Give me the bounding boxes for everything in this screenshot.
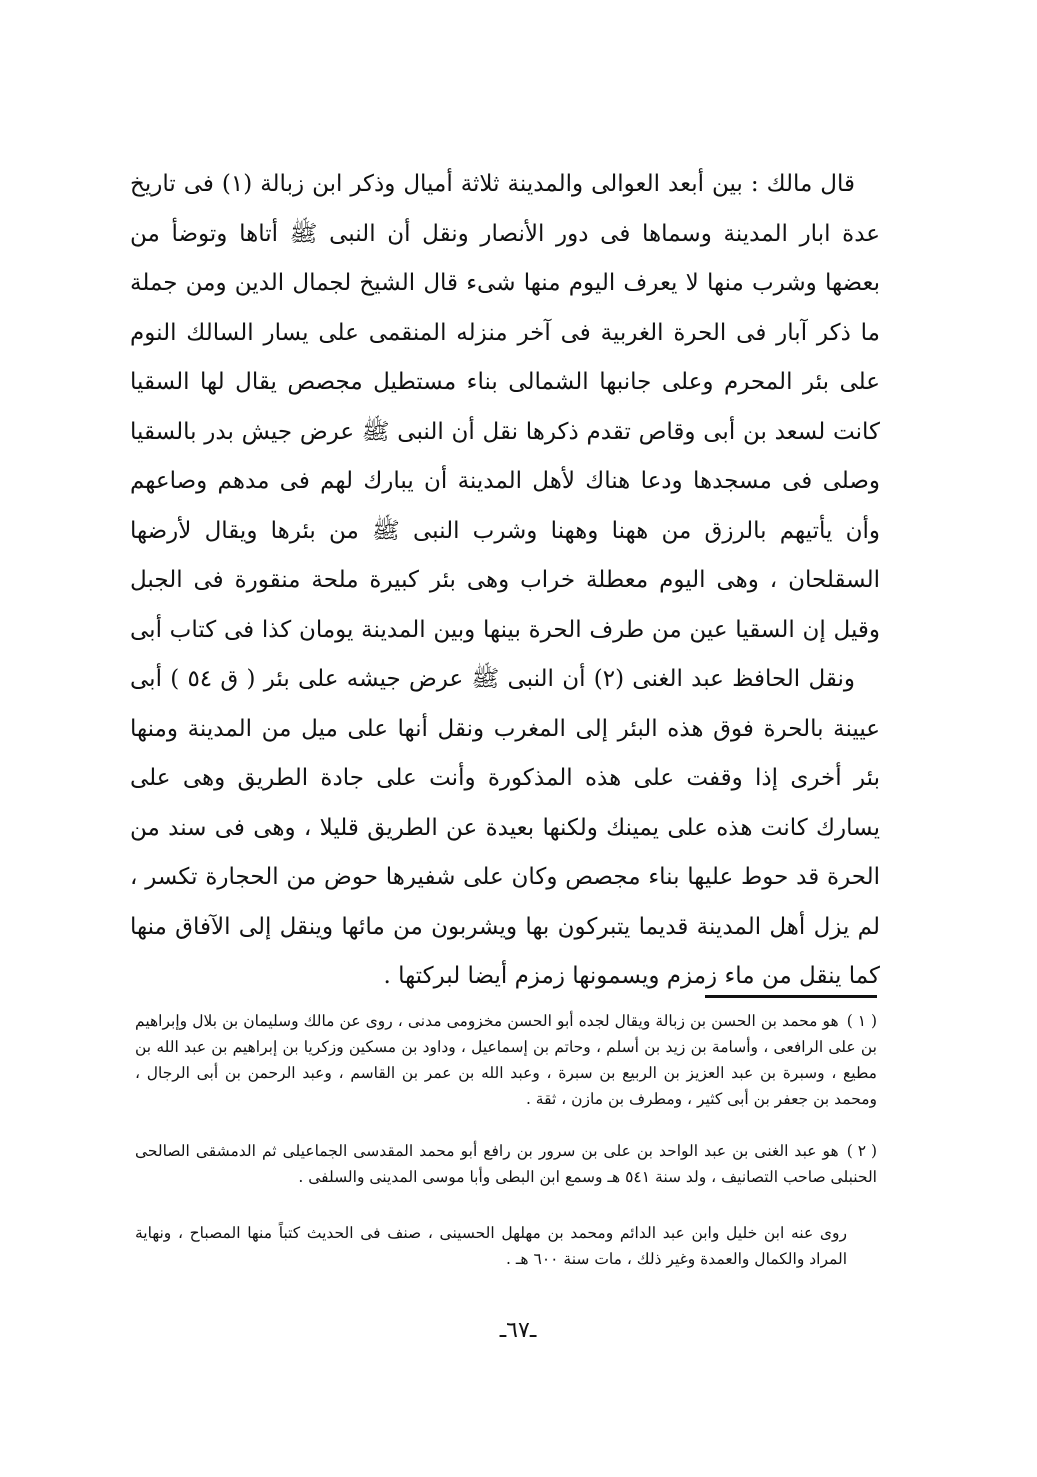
body-paragraph-1: قال مالك : بين أبعد العوالى والمدينة ثلاثة أميال وذكر ابن زبالة (١) فى تاريخ عدة ابار المدينة وسماها فى دور الأنصار ونقل أن النبى ﷺ أتاها وتوضأ من بعضها وشرب منها لا يعرف اليوم منها شىء قال الشيخ لجمال الدين ومن جملة ما ذكر آبار فى الحرة الغربية فى آخر منزله المنقمى على يسار السالك النوم على بئر المحرم وعلى جانبها الشمالى بناء مستطيل مجصص يقال لها السقيا كانت لسعد بن أبى وقاص تقدم ذكرها نقل أن النبى ﷺ عرض جيش بدر بالسقيا وصلى فى مسجدها ودعا هناك لأهل المدينة أن يبارك لهم فى مدهم وصاعهم وأن يأتيهم بالرزق من ههنا وههنا وشرب النبى ﷺ من بئرها ويقال لأرضها السقلحان ، وهى اليوم معطلة خراب وهى بئر كبيرة ملحة منقورة فى الجبل وقيل إن السقيا عين من طرف الحرة بينها وبين المدينة يومان كذا فى كتاب أبى bbox=[130, 171, 880, 643]
main-text bbox=[130, 160, 880, 995]
body-paragraph-2: ونقل الحافظ عبد الغنى (٢) أن النبى ﷺ عرض جيشه على بئر ( ق ٥٤ ) أبى عيينة بالحرة فوق هذه البئر إلى المغرب ونقل أنها على ميل من المدينة ومنها بئر أخرى إذا وقفت على هذه المذكورة وأنت على جادة الطريق وهى على يسارك كانت هذه على يمينك ولكنها بعيدة عن الطريق قليلا ، وهى فى سند من الحرة قد حوط عليها بناء مجصص وكان على شفيرها حوض من الحجارة تكسر ، لم يزل أهل المدينة قديما يتبركون بها ويشربون من مائها وينقل إلى الآفاق منها كما ينقل من ماء زمزم ويسمونها زمزم أيضا لبركتها . bbox=[130, 666, 880, 989]
footnote-separator bbox=[705, 995, 877, 998]
footnote-2 bbox=[135, 1138, 877, 1216]
footnotes bbox=[135, 1008, 877, 1276]
footnote-1-text: هو محمد بن الحسن بن زبالة ويقال لجده أبو الحسن مخزومى مدنى ، روى عن مالك وسليمان بن بلال وإبراهيم بن على الرافعى ، وأسامة بن زيد بن أسلم ، وحاتم بن إسماعيل ، وداود بن مسكين وزكريا بن إبراهيم بن عبد الله بن مطيع ، وسبرة بن عبد العزيز بن الربيع بن سبرة ، وعبد الله بن عمر بن القاسم ، وعبد الرحمن بن أبى الرجال ، ومحمد بن جعفر بن أبى كثير ، ومطرف بن مازن ، ثقة . bbox=[135, 1012, 877, 1108]
footnote-2-text: هو عبد الغنى بن عبد الواحد بن على بن سرور بن رافع أبو محمد المقدسى الجماعيلى ثم الدمشقى الصالحى الحنبلى صاحب التصانيف ، ولد سنة ٥٤١ هـ وسمع ابن البطى وأبا موسى المدينى والسلفى . bbox=[135, 1142, 877, 1186]
footnote-2-continuation: روى عنه ابن خليل وابن عبد الدائم ومحمد بن مهلهل الحسينى ، صنف فى الحديث كتباً منها المصباح ، ونهاية المراد والكمال والعمدة وغير ذلك ، مات سنة ٦٠٠ هـ . bbox=[135, 1224, 847, 1268]
page-number: ـ٦٧ـ bbox=[499, 1318, 537, 1343]
footnote-1-number: ( ١ ) bbox=[846, 1012, 877, 1030]
footnote-2-number: ( ٢ ) bbox=[846, 1142, 877, 1160]
footnote-1 bbox=[135, 1008, 877, 1138]
